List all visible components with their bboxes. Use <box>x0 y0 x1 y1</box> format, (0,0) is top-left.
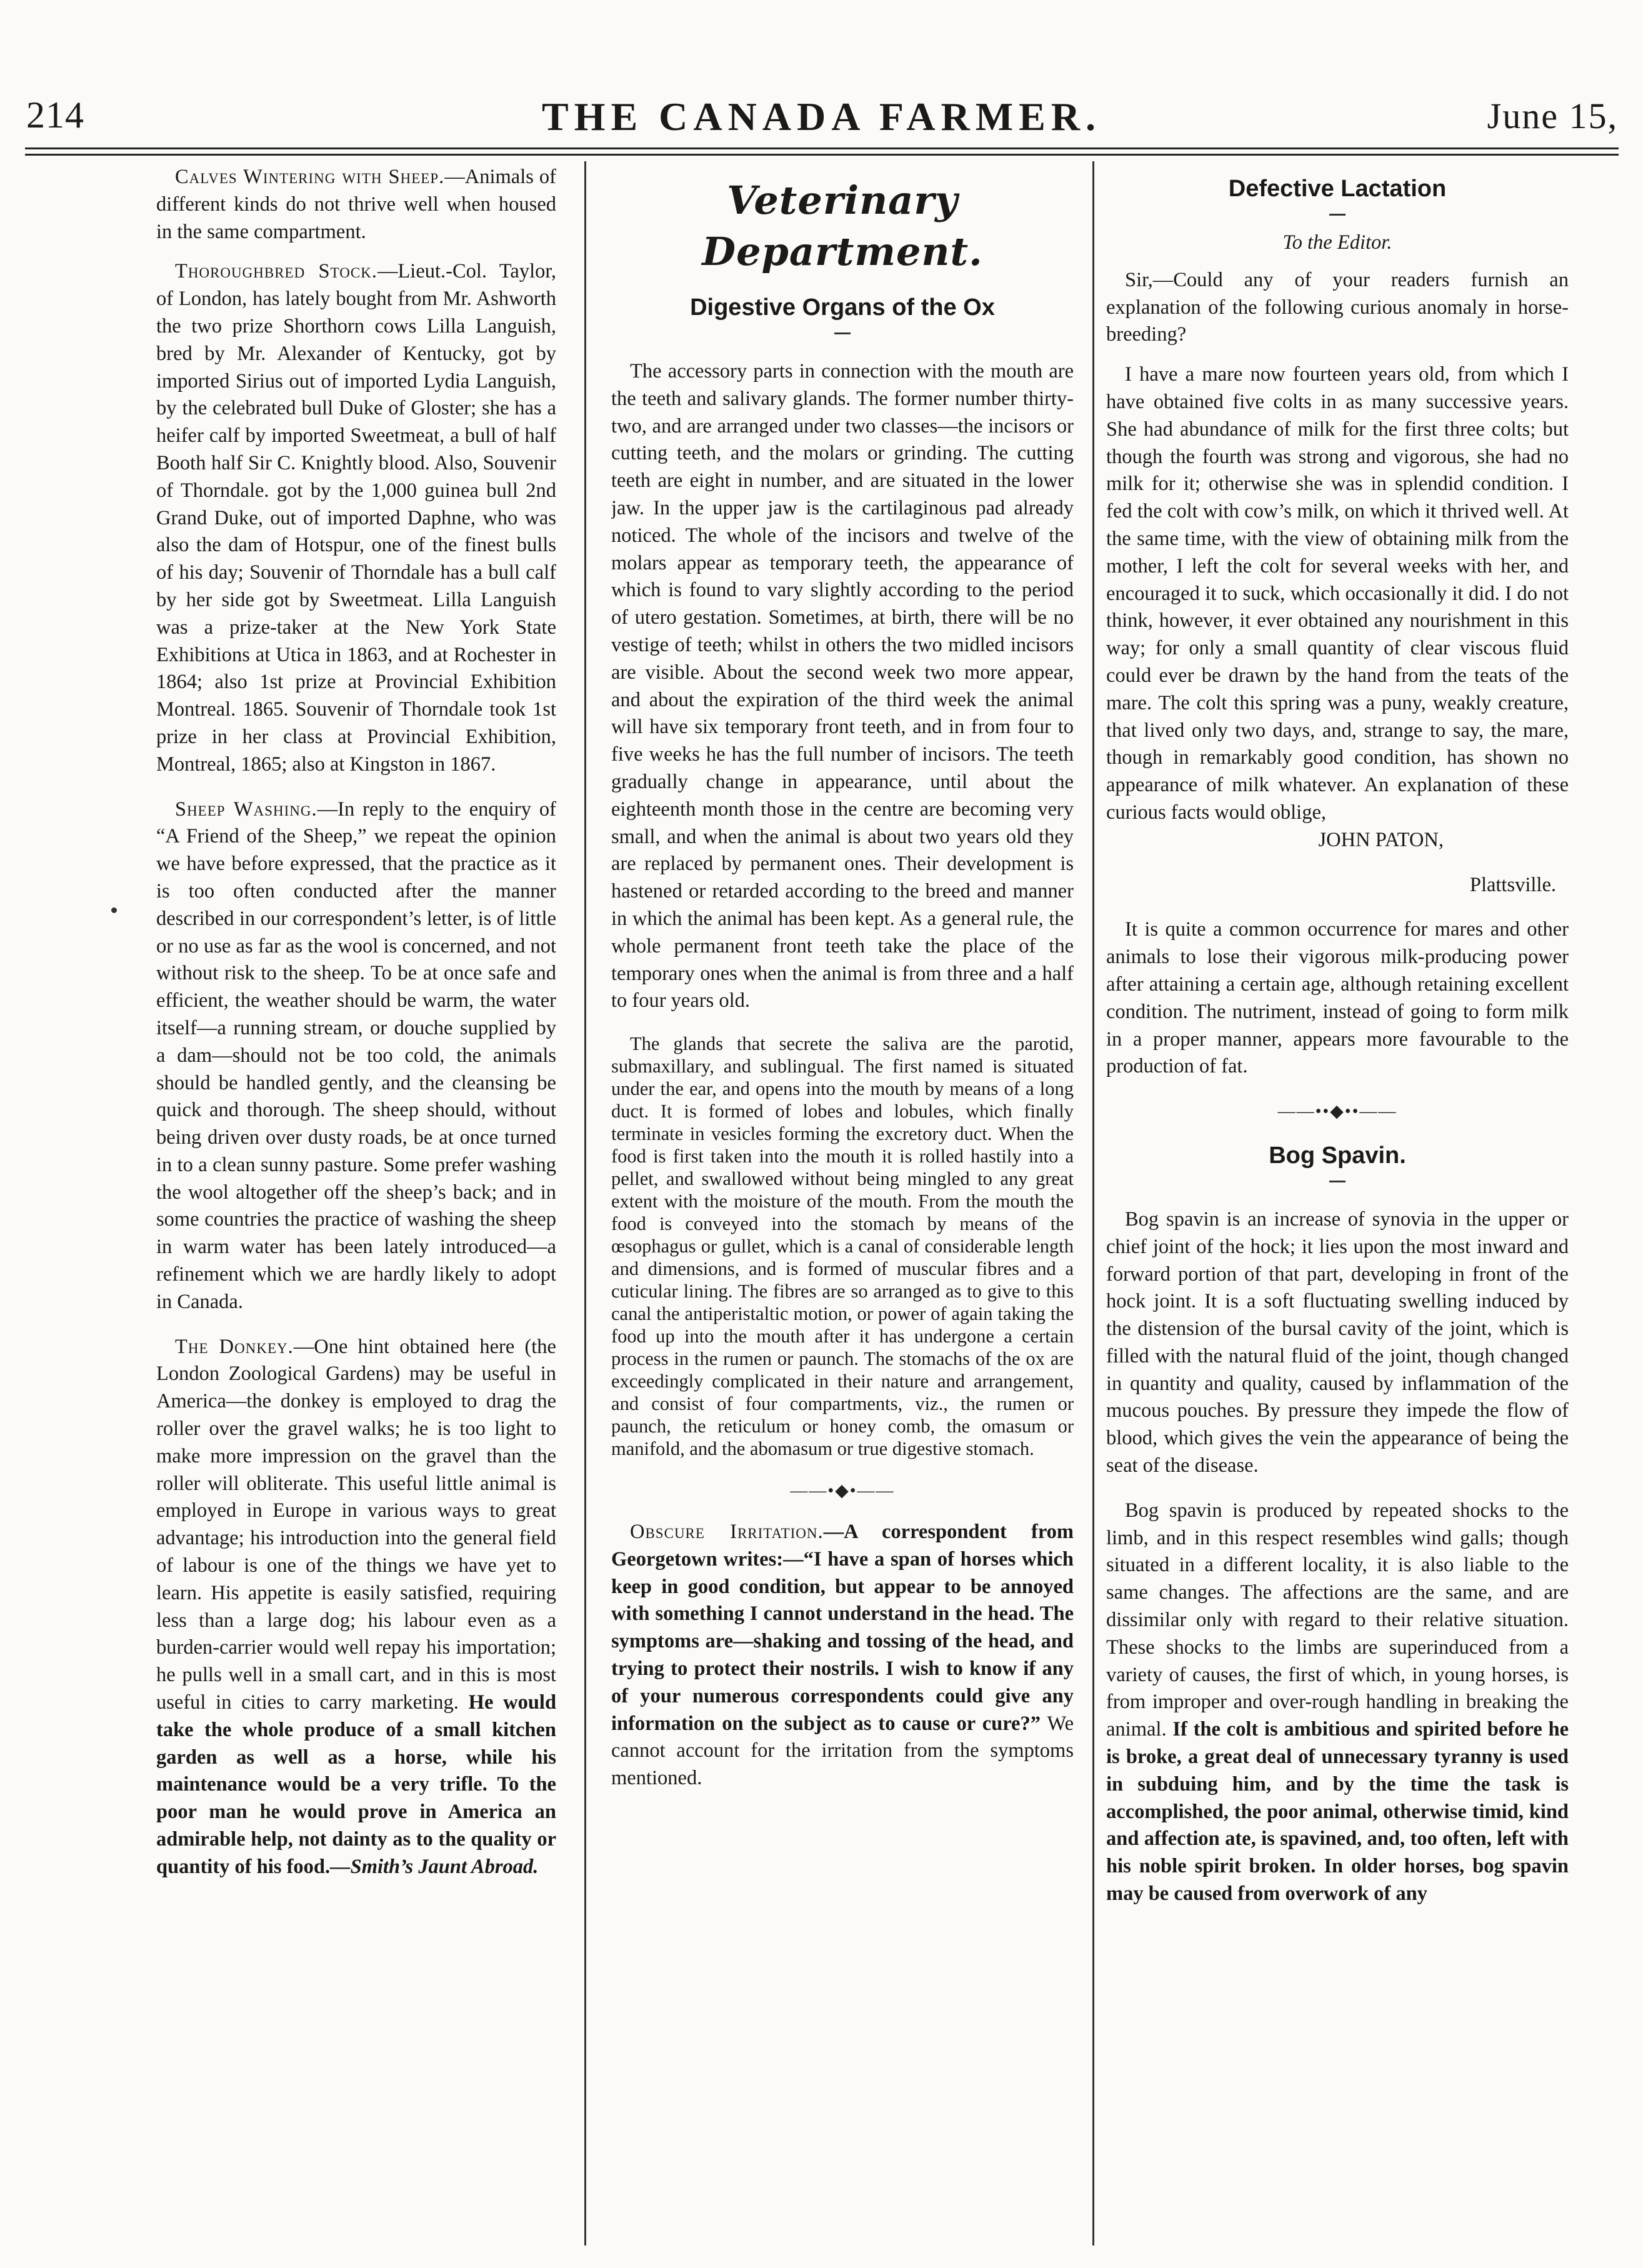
column-right <box>1106 164 1569 2245</box>
to-the-editor: To the Editor. <box>1282 231 1392 254</box>
letter-signature-name: JOHN PATON, <box>1318 828 1444 851</box>
section-ornament: ——••◆••—— <box>1277 1102 1397 1122</box>
spavin-paragraph-2 <box>1106 1497 1569 1908</box>
article-body: We cannot account for the irritation from the symptoms mentioned. <box>611 1712 1074 1790</box>
page-number: 214 <box>26 94 84 136</box>
article-body: —In reply to the enquiry of “A Friend of the Sheep,” we repeat the opinion we have before expressed, that the practice as it is too often conducted after the manner described in our correspondent’s letter, is of little or no use as far as the wool is concerned, and not without risk to the sheep. To be at once safe and efficient, the weather should be warm, the water itself—a running stream, or douche supplied by a dam—should not be too cold, the animals should be handled gently, and the cleansing be quick and thorough. The sheep should, without being driven over dusty roads, be at once turned in to a clean sunny pasture. Some prefer washing the wool altogether off the sheep’s back; and in some countries the practice of washing the sheep in warm water has been lately introduced—a refinement which we are hardly likely to adopt in Canada. <box>156 797 556 1313</box>
article-lead: Obscure Irritation. <box>630 1520 824 1543</box>
article-body-bold: If the colt is ambitious and spirited before he is broke, a great deal of unnecessary tyranny is used in subduing him, and by the time the task is accomplished, the poor animal, otherwise timid, kind and affection ate, is spavined, and, too often, left with his noble spirit broken. In older horses, bog spavin may be caused from overwork of any <box>1106 1718 1569 1906</box>
digestive-paragraph-1: The accessory parts in connection with the mouth are the teeth and salivary glands. The former number thirty-two, and are arranged under two classes—the incisors or cutting teeth, and the molars or grinding. The cutting teeth are eight in number, and are situated in the lower jaw. In the upper jaw is the cartilaginous pad already noticed. The whole of the incisors and twelve of the molars appear as temporary teeth, the appearance of which is found to vary slightly according to the period of utero gestation. Sometimes, at birth, there will be no vestige of teeth; whilst in others the two midled incisors are visible. About the second week two more appear, and about the expiration of the third week the animal will have six temporary front teeth, and in from four to five weeks he has the full number of incisors. The teeth gradually change in appearance, until about the eighteenth month those in the centre are becoming very small, and when the animal is about two years old they are replaced by permanent ones. Their development is hastened or retarded according to the breed and manner in which the animal has been kept. As a general rule, the whole permanent front teeth take the place of the temporary ones when the animal is from three and a half to four years old. <box>611 360 1074 1012</box>
letter-signature-place: Plattsville. <box>1469 873 1556 896</box>
title-dash <box>834 332 851 334</box>
article-body-bold: He would take the whole produce of a small kitchen garden as well as a horse, while his maintenance would be a very trifle. To the poor man he would prove in America an admirable help, not dainty as to the quality or quantity of his food. <box>156 1691 556 1878</box>
page-header <box>0 94 1643 144</box>
column-divider-left <box>584 161 586 2246</box>
digestive-paragraph-2: The glands that secrete the saliva are the parotid, submaxillary, and sublingual. The first named is situated under the ear, and opens into the mouth by means of a long duct. It is formed of lobes and lobules, which finally terminate in vesicles forming the excretory duct. When the food is first taken into the mouth it is rolled hastily into a pellet, and swallowed without being mingled to any great extent with the moisture of the mouth. From the mouth the food is conveyed into the stomach by means of the œsophagus or gullet, which is a canal of considerable length and dimensions, and is formed of muscular fibres and a cuticular lining. The fibres are so arranged as to give to this canal the antiperistaltic motion, or power of again taking the food up into the mouth after it has undergone a certain process in the rumen or paunch. The stomachs of the ox are exceedingly complicated in their nature and arrangement, and consist of four compartments, viz., the rumen or paunch, the reticulum or honey comb, the omasum or manifold, and the abomasum or true digestive stomach. <box>611 1033 1074 1460</box>
letter-paragraph-1: Sir,—Could any of your readers furnish an explanation of the following curious anomaly in horse-breeding? <box>1106 268 1569 346</box>
masthead-title: THE CANADA FARMER. <box>541 94 1102 139</box>
section-title-digestive: Digestive Organs of the Ox <box>690 294 995 321</box>
article-body: —One hint obtained here (the London Zoological Gardens) may be useful in America—the donkey is employed to drag the roller over the gravel walks; he is too light to make more impression on the gravel than the roller will obliterate. This useful little animal is employed in Europe in various ways to great advantage; his introduction into the general field of labour is one of the things we have yet to learn. His appetite is easily satisfied, requiring less than a large dog; his labour even as a burden-carrier would well repay his importation; he pulls well in a small cart, and in this is most useful in cities to carry marketing. <box>156 1335 556 1714</box>
article-sheep-washing <box>156 796 556 1316</box>
article-body: —Lieut.-Col. Taylor, of London, has lately bought from Mr. Ashworth the two prize Shorthorn cows Lilla Languish, bred by Mr. Alexander of Kentucky, got by imported Sirius out of imported Lydia Languish, by the celebrated bull Duke of Gloster; she has a heifer calf by imported Sweetmeat, a bull of half Booth half Sir C. Knightly blood. Also, Souvenir of Thorndale. got by the 1,000 guinea bull 2nd Grand Duke, out of imported Daphne, who was also the dam of Hotspur, one of the finest bulls of his day; Souvenir of Thorndale has a bull calf by her side got by Sweetmeat. Lilla Languish was a prize-taker at the New York State Exhibitions at Utica in 1863, and at Rochester in 1864; also 1st prize at Provincial Exhibition Montreal. 1865. Souvenir of Thorndale took 1st prize in her class at Provincial Exhibition, Montreal, 1865; also at Kingston in 1867. <box>156 260 556 776</box>
article-source: —Smith’s Jaunt Abroad. <box>330 1855 539 1878</box>
article-lead: Sheep Washing. <box>175 797 317 821</box>
header-rule-top <box>25 147 1619 149</box>
section-ornament: ——•◆•—— <box>790 1481 895 1501</box>
article-donkey <box>156 1334 556 1881</box>
issue-date: June 15, <box>1487 96 1618 136</box>
article-body: Bog spavin is produced by repeated shocks to the limb, and in this respect resembles wind galls; though situated in a different locality, it is also liable to the same changes. The affections are the same, and are dissimilar only with regard to their relative situation. These shocks to the limbs are superinduced from a variety of causes, the first of which, in young horses, is from improper and over-rough handling in breaking the animal. <box>1106 1499 1569 1741</box>
article-body-bold: —A correspondent from Georgetown writes:—“I have a span of horses which keep in good condition, but appear to be annoyed with something I cannot understand in the head. The symptoms are—shaking and tossing of the head, and trying to protect their nostrils. I wish to know if any of your numerous correspondents could give any information on the subject as to cause or cure?” <box>611 1520 1074 1735</box>
letter-paragraph-2: I have a mare now fourteen years old, from which I have obtained five colts in as many successive years. She had abundance of milk for the first three colts; but though the fourth was strong and vigorous, she had no milk for it; otherwise she was in splendid condition. I fed the colt with cow’s milk, on which it thrived well. At the same time, with the view of obtaining milk from the mother, I left the colt for several weeks with her, and encouraged it to suck, which occasionally it did. I do not think, however, it ever obtained any nourishment in this way; for only a small quantity of clear viscous fluid could ever be drawn by the hand from the teats of the mare. The colt this spring was a puny, weakly creature, that lived only two days, and, strange to say, the mare, though in remarkably good condition, has shown no appearance of milk whatever. An explanation of these curious facts would oblige, <box>1106 363 1569 824</box>
column-divider-right <box>1092 161 1094 2246</box>
section-title-lactation: Defective Lactation <box>1228 176 1447 202</box>
header-rule-bottom <box>25 154 1619 156</box>
article-thoroughbred-stock <box>156 258 556 778</box>
spavin-paragraph-1: Bog spavin is an increase of synovia in the upper or chief joint of the hock; it lies upon the most inward and forward portion of that part, developing in front of the hock joint. It is a soft fluctuating swelling induced by the distension of the bursal cavity of the joint, which is filled with the natural fluid of the joint, though changed in quantity and quality, caused by inflammation of the mucous pouches. By pressure they impede the flow of blood, which gives the vein the appearance of being the seat of the disease. <box>1106 1207 1569 1477</box>
title-dash <box>1329 214 1346 216</box>
article-lead: Thoroughbred Stock. <box>175 260 377 283</box>
article-calves <box>156 164 556 246</box>
article-obscure-irritation <box>611 1519 1074 1792</box>
margin-mark <box>111 907 117 913</box>
department-title: Veterinary Department. <box>702 177 983 274</box>
section-title-bog-spavin: Bog Spavin. <box>1269 1142 1406 1169</box>
title-dash <box>1329 1181 1346 1182</box>
column-center <box>611 164 1074 2245</box>
article-body: —Animals of different kinds do not thrive well when housed in the same compartment. <box>156 166 556 243</box>
article-lead: The Donkey. <box>175 1335 294 1358</box>
column-left <box>156 164 556 2245</box>
editor-reply: It is quite a common occurrence for mares and other animals to lose their vigorous milk-producing power after attaining a certain age, although retaining excellent condition. The nutriment, instead of going to form milk in a proper manner, appears more favourable to the production of fat. <box>1106 918 1569 1078</box>
article-lead: Calves Wintering with Sheep. <box>175 166 445 188</box>
